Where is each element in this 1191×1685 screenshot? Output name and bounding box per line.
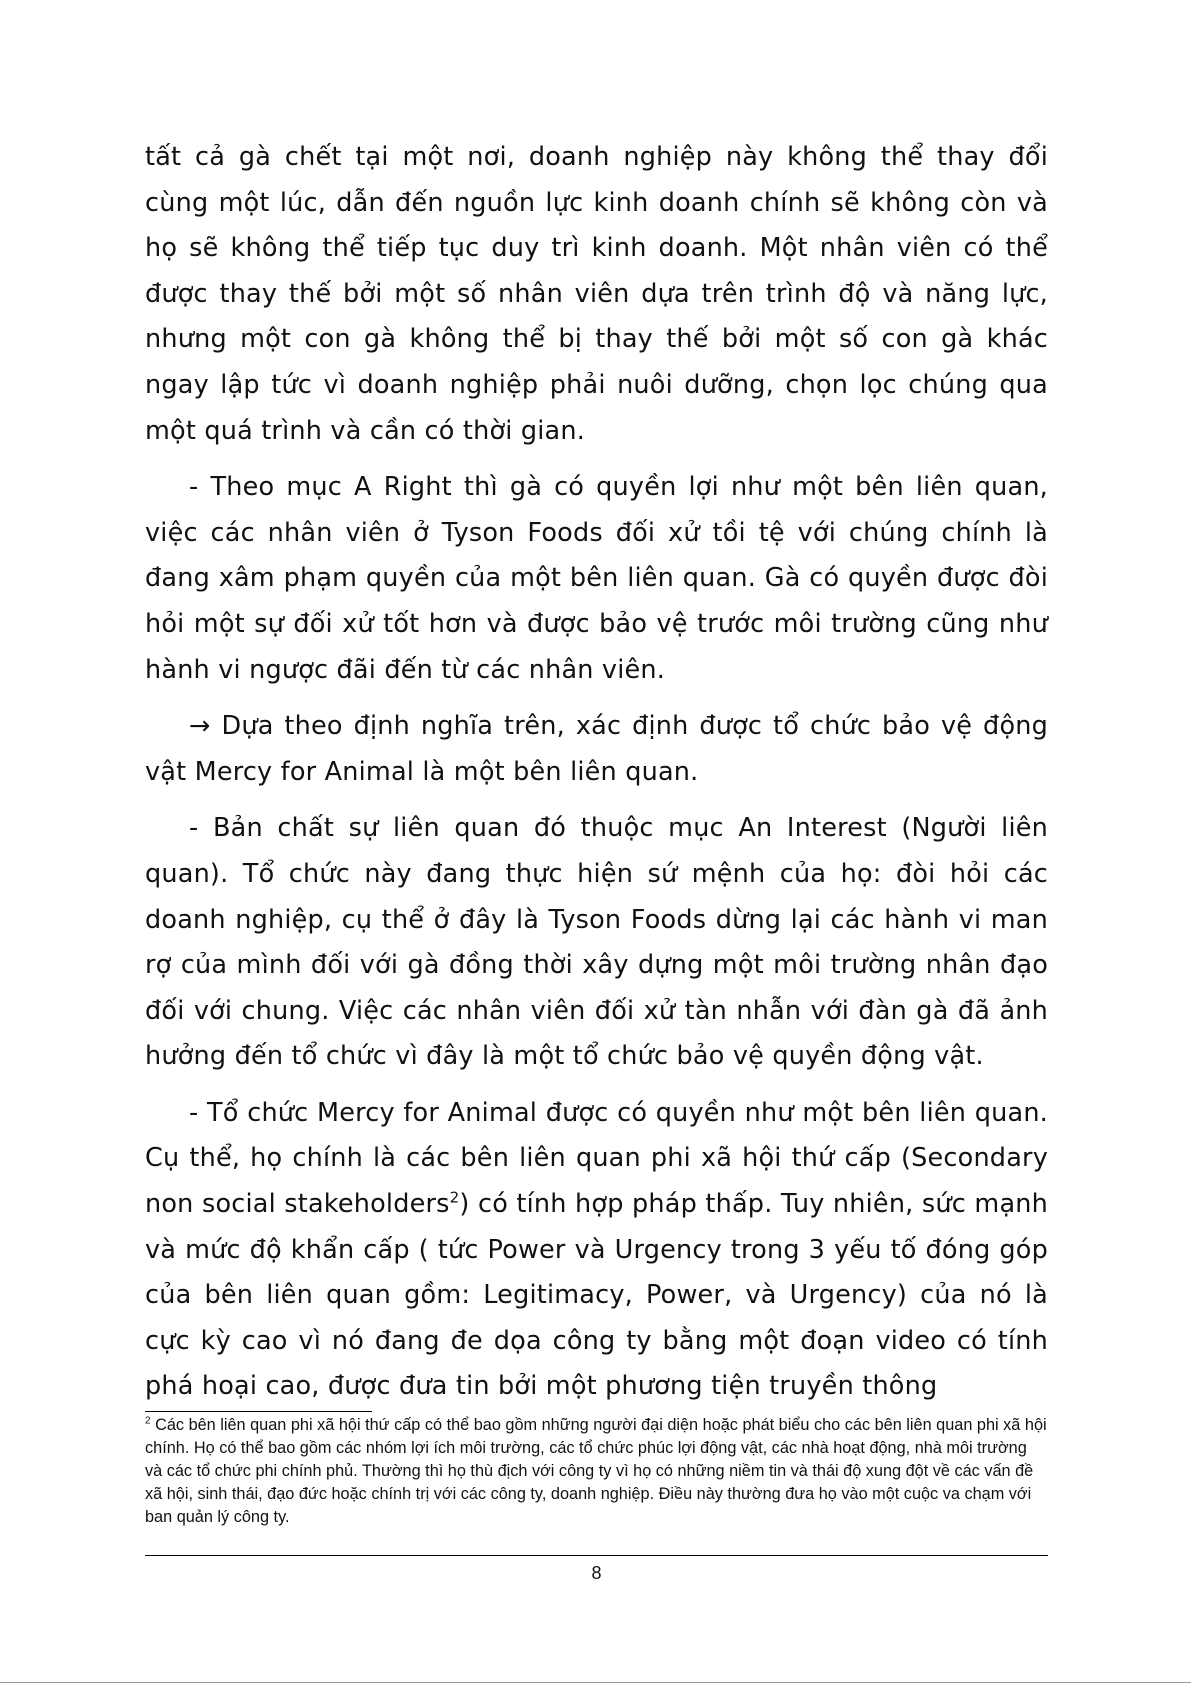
footnote [145,1414,1048,1529]
footnote-number: 2 [145,1415,151,1427]
paragraph-continuation: tất cả gà chết tại một nơi, doanh nghiệp này không thể thay đổi cùng một lúc, dẫn đến nguồn lực kinh doanh chính sẽ không còn và họ sẽ không thể tiếp tục duy trì kinh doanh. Một nhân viên có thể được thay thế bởi một số nhân viên dựa trên trình độ và năng lực, nhưng một con gà không thể bị thay thế bởi một số con gà khác ngay lập tức vì doanh nghiệp phải nuôi dưỡng, chọn lọc chúng qua một quá trình và cần có thời gian. [145,142,1048,446]
paragraph-conclusion [145,704,1048,795]
footnote-separator [145,1411,372,1412]
paragraph-text-after-ref: ) có tính hợp pháp thấp. Tuy nhiên, sức mạnh và mức độ khẩn cấp ( tức Power và Urgency trong 3 yếu tố đóng góp của bên liên quan gồm: Legitimacy, Power, và Urgency) của nó là cực kỳ cao vì nó đang đe dọa công ty bằng một đoạn video có tính phá hoại cao, được đưa tin bởi một phương tiện truyền thông [145,1189,1048,1402]
paragraph-an-interest: - Bản chất sự liên quan đó thuộc mục An Interest (Người liên quan). Tổ chức này đang thực hiện sứ mệnh của họ: đòi hỏi các doanh nghiệp, cụ thể ở đây là Tyson Foods dừng lại các hành vi man rợ của mình đối với gà đồng thời xây dựng một môi trường nhân đạo đối với chung. Việc các nhân viên đối xử tàn nhẫn với đàn gà đã ảnh hưởng đến tổ chức vì đây là một tổ chức bảo vệ quyền động vật. [145,813,1048,1072]
paragraph-text-before-ref: - Tổ chức Mercy for Animal được có quyền như một bên liên quan. Cụ thể, họ chính là các bên liên quan phi xã hội thứ cấp (Secondary non social stakeholders [145,1097,1048,1220]
paragraph-conclusion-text: Dựa theo định nghĩa trên, xác định được tổ chức bảo vệ động vật Mercy for Animal là một bên liên quan. [145,711,1048,787]
document-page [145,0,1048,1685]
paragraph-a-right: - Theo mục A Right thì gà có quyền lợi như một bên liên quan, việc các nhân viên ở Tyson Foods đối xử tồi tệ với chúng chính là đang xâm phạm quyền của một bên liên quan. Gà có quyền được đòi hỏi một sự đối xử tốt hơn và được bảo vệ trước môi trường cũng như hành vi ngược đãi đến từ các nhân viên. [145,472,1048,685]
page-bottom-edge [0,1682,1191,1683]
arrow-icon: → [189,711,211,742]
footer-divider [145,1555,1048,1556]
body-text [145,135,1048,1421]
paragraph-mercy-for-animal [145,1091,1048,1410]
footnote-reference[interactable]: 2 [449,1188,460,1207]
footnote-text: Các bên liên quan phi xã hội thứ cấp có thể bao gồm những người đại diện hoặc phát biểu cho các bên liên quan phi xã hội chính. Họ có thể bao gồm các nhóm lợi ích môi trường, các tổ chức phúc lợi động vật, các nhà hoạt động, nhà môi trường và các tổ chức phi chính phủ. Thường thì họ thù địch với công ty vì họ có những niềm tin và thái độ xung đột về các vấn đề xã hội, sinh thái, đạo đức hoặc chính trị với các công ty, doanh nghiệp. Điều này thường đưa họ vào một cuộc va chạm với ban quản lý công ty. [145,1416,1047,1526]
page-number: 8 [591,1563,602,1583]
